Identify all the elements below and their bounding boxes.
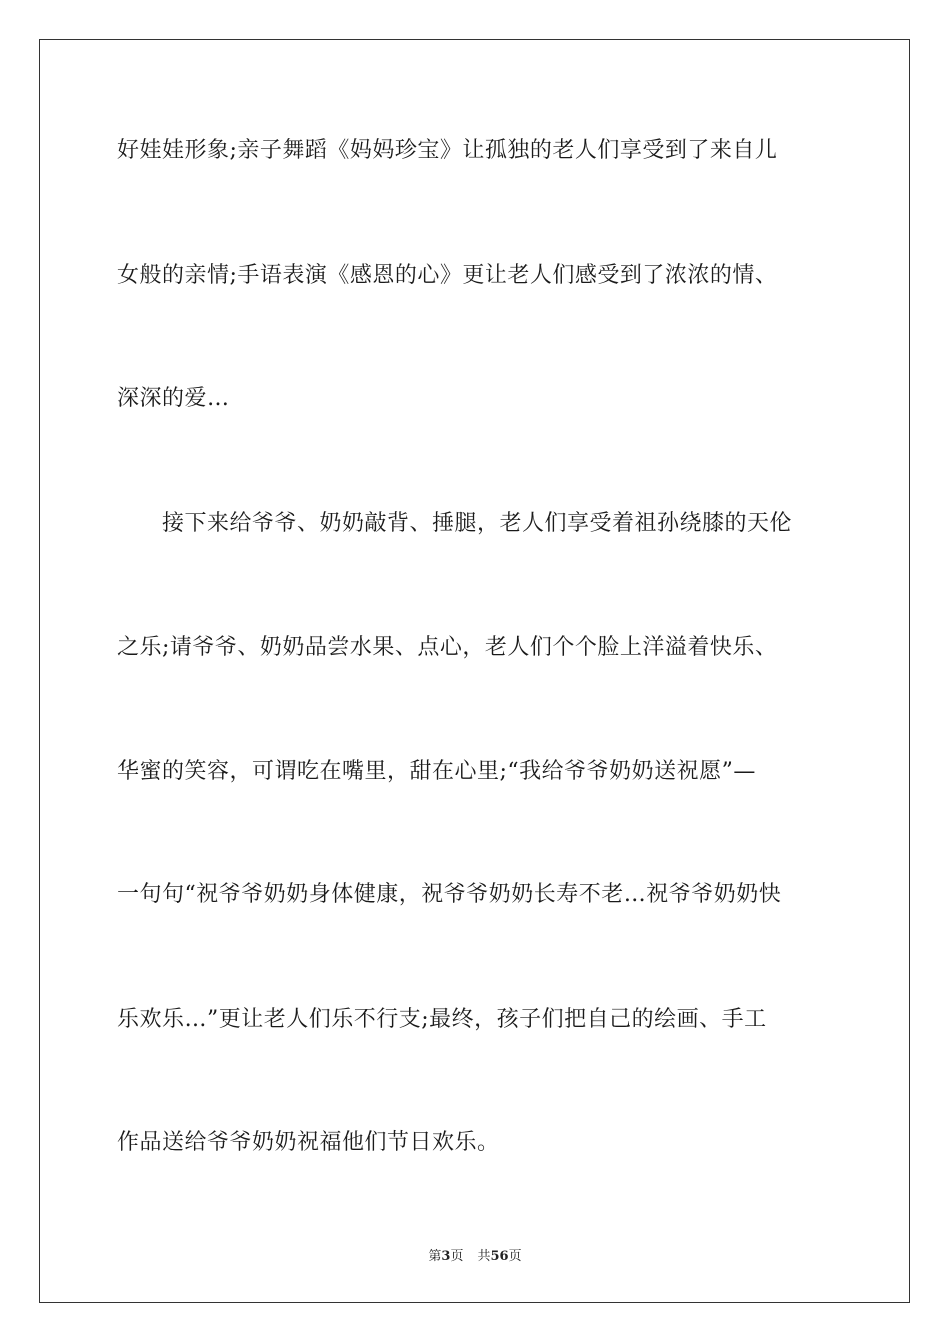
footer-page-suffix: 页 [450,1249,464,1264]
text-line-3: 深深的爱… [117,386,230,411]
footer-page-number: 3 [441,1249,451,1264]
text-line-7: 一句句“祝爷爷奶奶身体健康，祝爷爷奶奶长寿不老…祝爷爷奶奶快 [117,882,782,907]
footer-total-suffix: 页 [508,1249,522,1264]
text-line-2: 女般的亲情;手语表演《感恩的心》更让老人们感受到了浓浓的情、 [117,263,778,288]
text-line-4: 接下来给爷爷、奶奶敲背、捶腿，老人们享受着祖孙绕膝的天伦 [162,511,793,536]
page-footer [0,1248,950,1266]
text-line-9: 作品送给爷爷奶奶祝福他们节日欢乐。 [117,1130,500,1155]
text-line-6: 华蜜的笑容，可谓吃在嘴里，甜在心里;“我给爷爷奶奶送祝愿”— [117,759,756,784]
text-line-5: 之乐;请爷爷、奶奶品尝水果、点心，老人们个个脸上洋溢着快乐、 [117,635,778,660]
footer-total-prefix: 共 [477,1249,491,1264]
text-line-1: 好娃娃形象;亲子舞蹈《妈妈珍宝》让孤独的老人们享受到了来自儿 [117,138,778,163]
footer-page-prefix: 第 [428,1249,442,1264]
text-line-8: 乐欢乐…”更让老人们乐不行支;最终，孩子们把自己的绘画、手工 [117,1007,767,1032]
page-border [39,39,910,1303]
footer-total-pages: 56 [490,1249,509,1264]
